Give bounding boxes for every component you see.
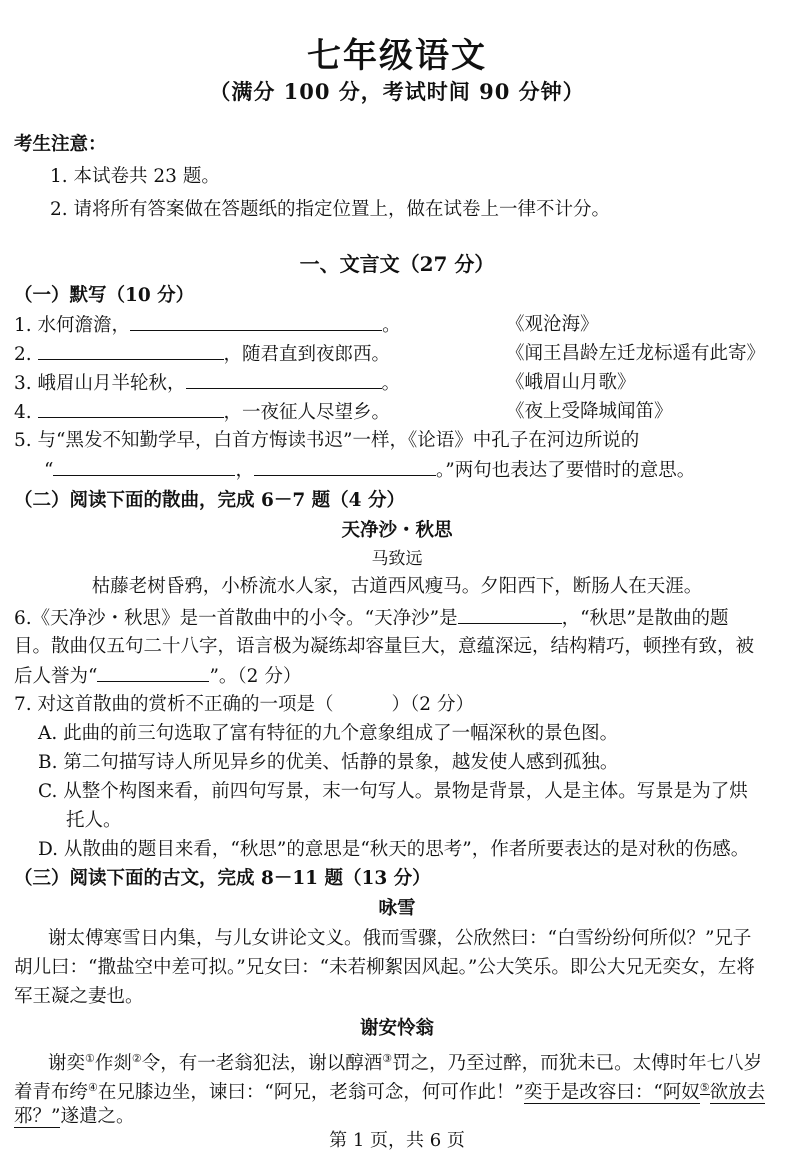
- passage-text: 作剡: [94, 1053, 132, 1075]
- question-5-line-1: 5. 与“黑发不知勤学早，白首方悔读书迟”一样，《论语》中孔子在河边所说的: [14, 430, 640, 451]
- answer-blank[interactable]: [38, 399, 224, 418]
- question-6-line-3: [14, 663, 301, 690]
- page-footer: 第 1 页，共 6 页: [329, 1130, 465, 1151]
- underlined-sentence: 奕于是改容曰：“阿奴: [523, 1082, 700, 1104]
- question-text: 6.《天净沙・秋思》是一首散曲中的小令。“天净沙”是: [14, 608, 458, 629]
- text-1-title: 咏雪: [378, 898, 416, 919]
- text-1-line-1: 谢太傅寒雪日内集，与儿女讲论文义。俄而雪骤，公欣然曰：“白雪纷纷何所似？”兄子: [48, 928, 752, 949]
- poem-title: 天净沙・秋思: [341, 520, 453, 541]
- footnote-marker: ①: [85, 1052, 95, 1065]
- passage-text: 在兄膝边坐，谏曰：“阿兄，老翁可念，何可作此！”: [97, 1082, 524, 1104]
- question-6-line-2: 目。散曲仅五句二十八字，语言极为凝练却容量巨大，意蕴深远，结构精巧，顿挫有致，被: [14, 636, 755, 657]
- question-4-source: 《夜上受降城闻笛》: [506, 401, 673, 422]
- question-3-source: 《峨眉山月歌》: [506, 372, 636, 393]
- option-c-line-2: 托人。: [66, 810, 122, 831]
- answer-blank[interactable]: [38, 341, 224, 360]
- quote-mark: “: [44, 460, 54, 481]
- question-1: [14, 312, 401, 339]
- footnote-marker: ②: [131, 1052, 142, 1065]
- text-1-line-2: 胡儿曰：“撒盐空中差可拟。”兄女曰：“未若柳絮因风起。”公大笑乐。即公大兄无奕女，左将: [14, 957, 755, 978]
- option-b: B. 第二句描写诗人所见异乡的优美、恬静的景象，越发使人感到孤独。: [38, 752, 619, 773]
- text-1-line-3: 军王凝之妻也。: [14, 986, 144, 1007]
- notice-item-2: 2. 请将所有答案做在答题纸的指定位置上，做在试卷上一律不计分。: [50, 199, 611, 220]
- section-1-heading: 一、文言文（27 分）: [299, 252, 495, 276]
- footnote-marker: ④: [88, 1081, 98, 1094]
- question-4: [14, 399, 390, 426]
- question-text: ，: [235, 460, 254, 481]
- part-3-heading: （三）阅读下面的古文，完成 8－11 题（13 分）: [14, 868, 431, 889]
- question-text: ”。（2 分）: [209, 666, 302, 687]
- question-text: 7. 对这首散曲的赏析不正确的一项是（: [14, 694, 334, 715]
- question-7-stem: [14, 692, 474, 718]
- answer-blank[interactable]: [458, 605, 562, 624]
- question-text: 。: [381, 373, 401, 394]
- question-6-line-1: [14, 605, 729, 632]
- text-2-line-1: [48, 1046, 762, 1077]
- question-text: ，一夜征人尽望乡。: [223, 402, 391, 423]
- option-a: A. 此曲的前三句选取了富有特征的九个意象组成了一幅深秋的景色图。: [38, 723, 619, 744]
- question-text: 。”两句也表达了要惜时的意思。: [435, 460, 696, 481]
- exam-subtitle: （满分 100 分，考试时间 90 分钟）: [209, 79, 585, 104]
- part-1-heading: （一）默写（10 分）: [14, 285, 195, 306]
- underlined-sentence: 邪？”: [14, 1106, 61, 1127]
- poem-text: 枯藤老树昏鸦，小桥流水人家，古道西风瘦马。夕阳西下，断肠人在天涯。: [91, 576, 703, 597]
- answer-blank[interactable]: [254, 457, 436, 476]
- passage-text: 令，有一老翁犯法，谢以醇酒: [141, 1053, 383, 1075]
- answer-blank[interactable]: [53, 457, 235, 476]
- passage-text: 罚之，乃至过醉，而犹未已。太傅时年七八岁: [392, 1053, 763, 1075]
- footnote-marker: ⑤: [699, 1081, 710, 1094]
- question-text: 后人誉为“: [14, 666, 98, 687]
- option-d: D. 从散曲的题目来看，“秋思”的意思是“秋天的思考”，作者所要表达的是对秋的伤感。: [38, 839, 750, 860]
- poem-author: 马致远: [371, 549, 423, 569]
- question-number: 3.: [14, 373, 32, 394]
- question-1-source: 《观沧海》: [506, 314, 599, 335]
- question-text: ）（2 分）: [391, 694, 474, 715]
- question-3: [14, 370, 400, 397]
- answer-blank[interactable]: [97, 663, 209, 682]
- question-text: ，随君直到夜郎西。: [223, 344, 391, 365]
- passage-text: 谢奕: [48, 1053, 86, 1075]
- text-2-title: 谢安怜翁: [359, 1018, 434, 1039]
- question-number: 4.: [14, 402, 32, 423]
- underlined-sentence: 欲放去: [709, 1082, 766, 1104]
- answer-blank[interactable]: [186, 370, 382, 389]
- exam-title: 七年级语文: [307, 36, 487, 76]
- footnote-marker: ③: [382, 1052, 393, 1065]
- answer-blank[interactable]: [130, 312, 382, 331]
- option-c-line-1: C. 从整个构图来看，前四句写景，末一句写人。景物是背景，人是主体。写景是为了烘: [38, 781, 748, 802]
- question-5-line-2: [44, 457, 695, 484]
- part-2-heading: （二）阅读下面的散曲，完成 6－7 题（4 分）: [14, 490, 405, 511]
- question-text: 。: [382, 315, 401, 336]
- question-text: 峨眉山月半轮秋，: [37, 373, 186, 394]
- passage-text: 着青布绔: [14, 1082, 89, 1104]
- passage-text: 遂遣之。: [60, 1106, 135, 1127]
- question-2-source: 《闻王昌龄左迁龙标遥有此寄》: [506, 343, 766, 364]
- question-number: 1.: [14, 315, 32, 336]
- text-2-line-2: [14, 1075, 765, 1106]
- question-text: ，“秋思”是散曲的题: [561, 608, 729, 629]
- question-number: 2.: [14, 344, 32, 365]
- notice-heading: 考生注意：: [14, 134, 107, 155]
- notice-item-1: 1. 本试卷共 23 题。: [50, 166, 220, 187]
- question-text: 水何澹澹，: [37, 315, 131, 336]
- question-2: [14, 341, 390, 368]
